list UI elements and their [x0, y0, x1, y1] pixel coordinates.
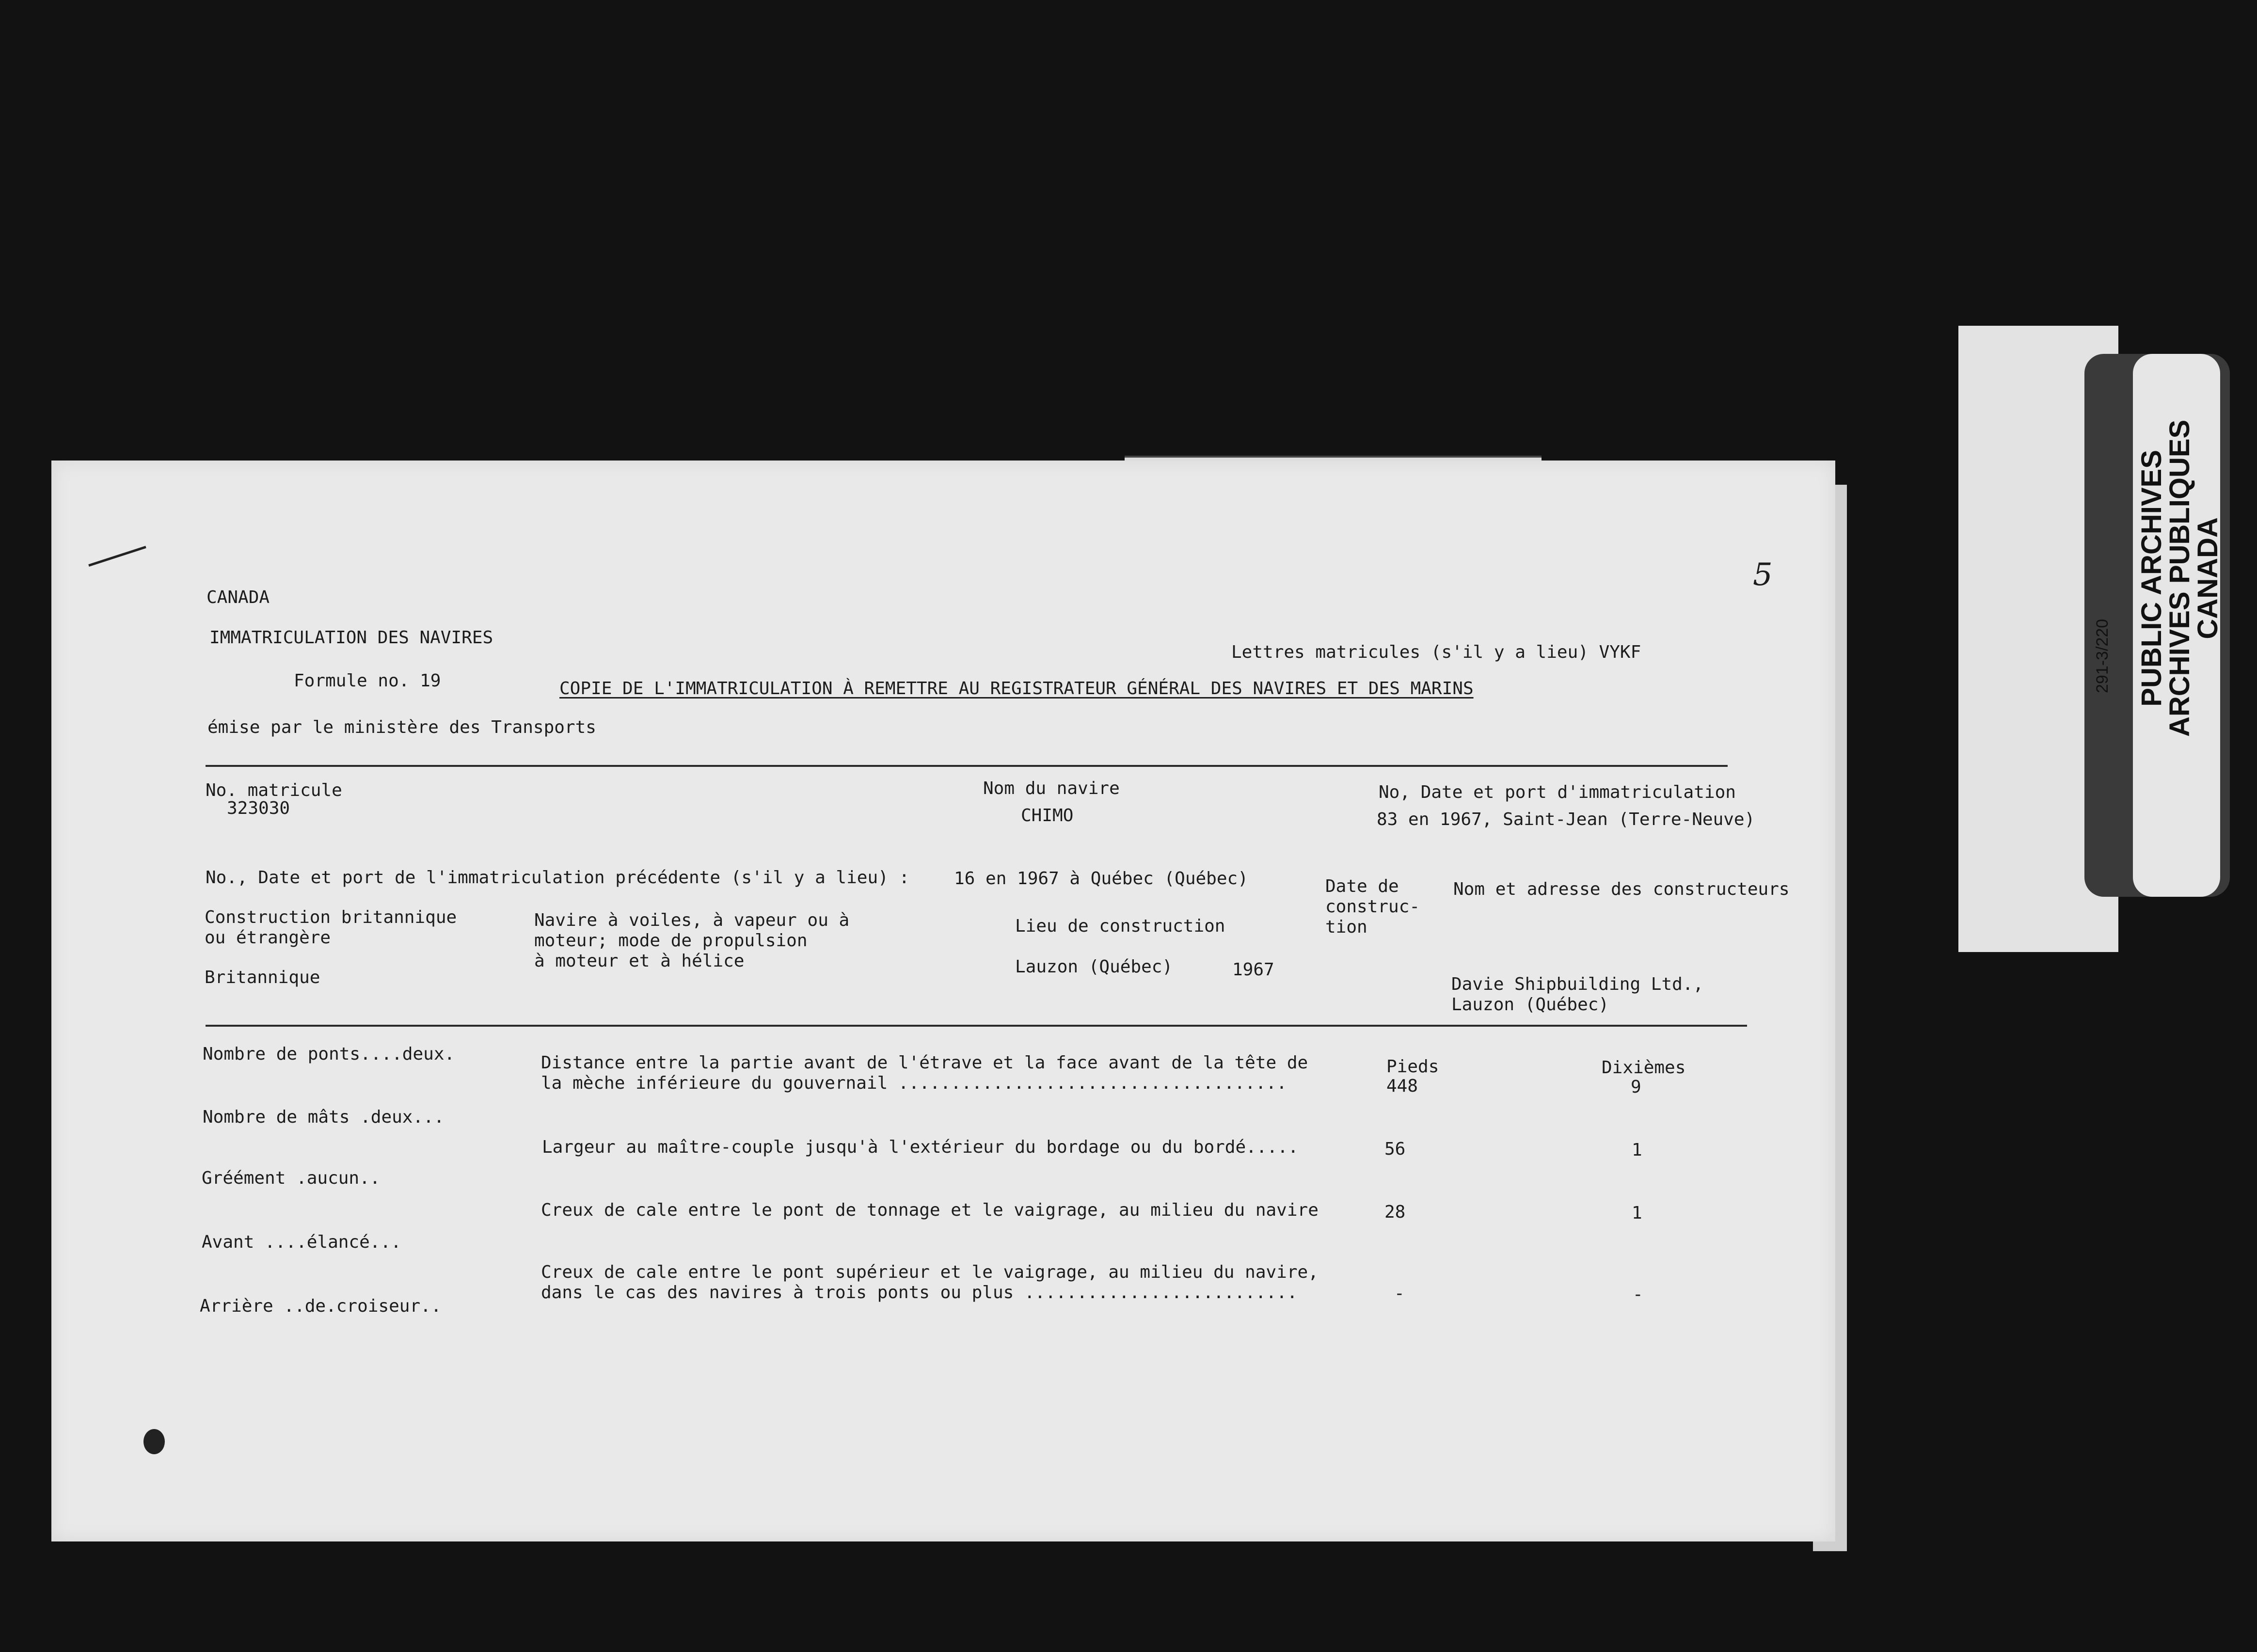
origin-label-1: Construction britannique [205, 907, 457, 927]
breadth-desc: Largeur au maître-couple jusqu'à l'extérieur du bordage ou du bordé..... [542, 1137, 1299, 1157]
build-date-label-2: construc- [1325, 897, 1420, 917]
propulsion-label-2: moteur; mode de propulsion [534, 931, 808, 951]
country-label: CANADA [207, 588, 270, 607]
previous-registration-label: No., Date et port de l'immatriculation précédente (s'il y a lieu) : [206, 868, 910, 888]
archive-reference: 291-3/220 [2093, 619, 2112, 693]
punch-hole [143, 1429, 165, 1454]
builder-line-2: Lauzon (Québec) [1451, 995, 1609, 1015]
tenths-header: Dixièmes [1602, 1058, 1686, 1078]
page-number-mark: 5 [1753, 557, 1773, 593]
build-date-label-3: tion [1325, 917, 1367, 937]
origin-label-2: ou étrangère [205, 928, 331, 948]
length-tenths: 9 [1631, 1077, 1641, 1097]
depth-feet: 28 [1384, 1202, 1406, 1222]
registration-port-label: No, Date et port d'immatriculation [1379, 782, 1736, 802]
stem: Avant ....élancé... [202, 1232, 401, 1252]
propulsion-label-1: Navire à voiles, à vapeur ou à [534, 910, 850, 930]
upper-depth-desc-2: dans le cas des navires à trois ponts ou plus .......................... [541, 1283, 1298, 1303]
upper-depth-desc-1: Creux de cale entre le pont supérieur et le vaigrage, au milieu du navire, [541, 1262, 1319, 1282]
archive-line-1: PUBLIC ARCHIVES [2136, 450, 2167, 707]
feet-header: Pieds [1386, 1057, 1439, 1077]
place-value: Lauzon (Québec) [1015, 957, 1173, 977]
length-desc-2: la mèche inférieure du gouvernail ..................................... [541, 1073, 1287, 1093]
rigging: Gréément .aucun.. [202, 1168, 381, 1188]
call-sign: Lettres matricules (s'il y a lieu) VYKF [1231, 642, 1641, 662]
length-feet: 448 [1386, 1076, 1418, 1096]
builder-label: Nom et adresse des constructeurs [1453, 879, 1790, 899]
ship-name-label: Nom du navire [983, 778, 1120, 798]
propulsion-value: à moteur et à hélice [534, 951, 745, 971]
archive-label-text [2138, 420, 2222, 737]
form-number: Formule no. 19 [294, 671, 441, 691]
archive-line-3: CANADA [2192, 517, 2224, 639]
place-label: Lieu de construction [1015, 916, 1225, 936]
upper-depth-tenths: - [1633, 1285, 1643, 1304]
depth-desc: Creux de cale entre le pont de tonnage et le vaigrage, au milieu du navire [541, 1200, 1319, 1220]
build-date-label-1: Date de [1325, 876, 1399, 896]
pen-stroke [88, 546, 146, 567]
breadth-feet: 56 [1384, 1139, 1406, 1159]
divider-top [206, 765, 1728, 767]
masts: Nombre de mâts .deux... [203, 1107, 445, 1127]
length-desc-1: Distance entre la partie avant de l'étrave et la face avant de la tête de [541, 1053, 1308, 1073]
depth-tenths: 1 [1632, 1203, 1642, 1223]
official-number: 323030 [227, 798, 290, 818]
previous-registration: 16 en 1967 à Québec (Québec) [954, 869, 1248, 889]
breadth-tenths: 1 [1632, 1140, 1642, 1160]
decks: Nombre de ponts....deux. [203, 1044, 455, 1064]
issued-by: émise par le ministère des Transports [207, 717, 596, 737]
origin-value: Britannique [205, 968, 320, 987]
build-year: 1967 [1232, 960, 1274, 980]
builder-line-1: Davie Shipbuilding Ltd., [1451, 974, 1704, 994]
registration-port: 83 en 1967, Saint-Jean (Terre-Neuve) [1377, 810, 1755, 829]
registry-title: IMMATRICULATION DES NAVIRES [209, 628, 493, 648]
upper-depth-feet: - [1394, 1284, 1405, 1303]
ship-name: CHIMO [1021, 806, 1074, 826]
official-number-label: No. matricule [206, 780, 342, 800]
archive-line-2: ARCHIVES PUBLIQUES [2164, 419, 2195, 737]
document-title: COPIE DE L'IMMATRICULATION À REMETTRE AU REGISTRATEUR GÉNÉRAL DES NAVIRES ET DES MARINS [559, 679, 1474, 699]
stern: Arrière ..de.croiseur.. [200, 1296, 442, 1316]
registration-document [51, 461, 1835, 1541]
divider-middle [206, 1025, 1747, 1027]
